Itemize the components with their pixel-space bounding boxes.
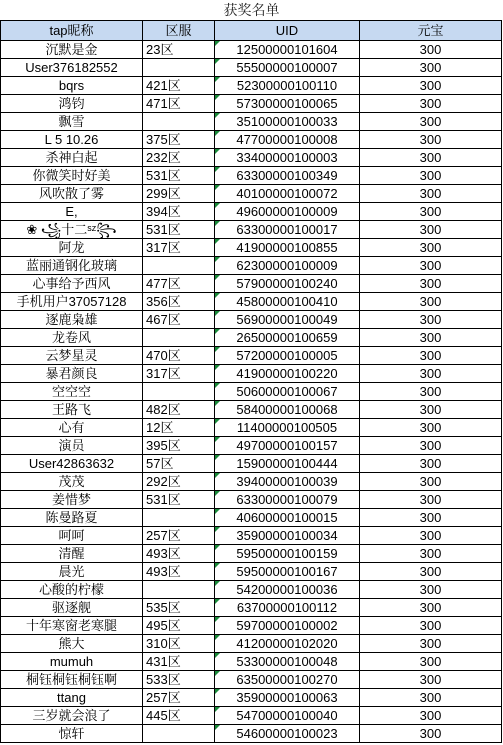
name-cell[interactable]: 逐鹿枭雄 — [1, 311, 143, 329]
uid-cell[interactable]: 53300000100048 — [215, 653, 360, 671]
table-row — [1, 545, 502, 563]
name-cell[interactable]: L 5 10.26 — [1, 131, 143, 149]
region-cell[interactable]: 495区 — [143, 617, 215, 635]
reward-cell[interactable]: 300 — [360, 329, 502, 347]
table-row — [1, 257, 502, 275]
table-row — [1, 221, 502, 239]
table-row — [1, 167, 502, 185]
uid-cell[interactable]: 63300000100017 — [215, 221, 360, 239]
region-cell[interactable]: 299区 — [143, 185, 215, 203]
uid-cell[interactable]: 41200000102020 — [215, 635, 360, 653]
table-row — [1, 671, 502, 689]
table-row — [1, 563, 502, 581]
uid-cell[interactable]: 26500000100659 — [215, 329, 360, 347]
name-cell[interactable]: User42863632 — [1, 455, 143, 473]
reward-cell[interactable]: 300 — [360, 293, 502, 311]
region-cell[interactable]: 257区 — [143, 689, 215, 707]
uid-cell[interactable]: 63300000100349 — [215, 167, 360, 185]
column-header-region[interactable]: 区服 — [143, 21, 215, 41]
uid-cell[interactable]: 57900000100240 — [215, 275, 360, 293]
uid-cell[interactable]: 40100000100072 — [215, 185, 360, 203]
reward-cell[interactable]: 300 — [360, 725, 502, 743]
region-cell[interactable]: 12区 — [143, 419, 215, 437]
table-row — [1, 509, 502, 527]
name-cell[interactable]: 空空空 — [1, 383, 143, 401]
uid-cell[interactable]: 11400000100505 — [215, 419, 360, 437]
region-cell[interactable]: 57区 — [143, 455, 215, 473]
region-cell[interactable] — [143, 59, 215, 77]
region-cell[interactable]: 394区 — [143, 203, 215, 221]
uid-cell[interactable]: 45800000100410 — [215, 293, 360, 311]
region-cell[interactable]: 310区 — [143, 635, 215, 653]
uid-cell[interactable]: 40600000100015 — [215, 509, 360, 527]
reward-cell[interactable]: 300 — [360, 347, 502, 365]
region-cell[interactable]: 356区 — [143, 293, 215, 311]
uid-cell[interactable]: 54200000100036 — [215, 581, 360, 599]
name-cell[interactable]: 陈曼路夏 — [1, 509, 143, 527]
reward-cell[interactable]: 300 — [360, 653, 502, 671]
name-cell[interactable]: 驱逐舰 — [1, 599, 143, 617]
table-row — [1, 293, 502, 311]
name-cell[interactable]: 心酸的柠檬 — [1, 581, 143, 599]
table-row — [1, 95, 502, 113]
reward-cell[interactable]: 300 — [360, 95, 502, 113]
region-cell[interactable]: 477区 — [143, 275, 215, 293]
uid-cell[interactable]: 59500000100159 — [215, 545, 360, 563]
reward-cell[interactable]: 300 — [360, 149, 502, 167]
table-row — [1, 653, 502, 671]
reward-cell[interactable]: 300 — [360, 185, 502, 203]
uid-cell[interactable]: 56900000100049 — [215, 311, 360, 329]
uid-cell[interactable]: 57300000100065 — [215, 95, 360, 113]
region-cell[interactable] — [143, 509, 215, 527]
name-cell[interactable]: 三岁就会浪了 — [1, 707, 143, 725]
table-row — [1, 131, 502, 149]
uid-cell[interactable]: 58400000100068 — [215, 401, 360, 419]
uid-cell[interactable]: 49600000100009 — [215, 203, 360, 221]
region-cell[interactable]: 232区 — [143, 149, 215, 167]
name-cell[interactable]: bqrs — [1, 77, 143, 95]
reward-cell[interactable]: 300 — [360, 365, 502, 383]
reward-cell[interactable]: 300 — [360, 221, 502, 239]
region-cell[interactable] — [143, 329, 215, 347]
reward-cell[interactable]: 300 — [360, 581, 502, 599]
name-cell[interactable]: 飘雪 — [1, 113, 143, 131]
region-cell[interactable]: 395区 — [143, 437, 215, 455]
uid-cell[interactable]: 55500000100007 — [215, 59, 360, 77]
reward-cell[interactable]: 300 — [360, 203, 502, 221]
region-cell[interactable]: 471区 — [143, 95, 215, 113]
region-cell[interactable]: 317区 — [143, 239, 215, 257]
region-cell[interactable]: 467区 — [143, 311, 215, 329]
region-cell[interactable]: 531区 — [143, 221, 215, 239]
reward-cell[interactable]: 300 — [360, 311, 502, 329]
reward-cell[interactable]: 300 — [360, 455, 502, 473]
region-cell[interactable] — [143, 113, 215, 131]
region-cell[interactable]: 482区 — [143, 401, 215, 419]
winner-table — [0, 20, 502, 743]
table-row — [1, 383, 502, 401]
name-cell[interactable]: User376182552 — [1, 59, 143, 77]
column-header-name[interactable]: tap昵称 — [1, 21, 143, 41]
name-cell[interactable]: 你微笑时好美 — [1, 167, 143, 185]
region-cell[interactable] — [143, 581, 215, 599]
reward-cell[interactable]: 300 — [360, 77, 502, 95]
region-cell[interactable]: 292区 — [143, 473, 215, 491]
region-cell[interactable] — [143, 257, 215, 275]
reward-cell[interactable]: 300 — [360, 131, 502, 149]
name-cell[interactable]: 惊轩 — [1, 725, 143, 743]
name-cell[interactable]: mumuh — [1, 653, 143, 671]
table-row — [1, 635, 502, 653]
name-cell[interactable]: 熊大 — [1, 635, 143, 653]
name-cell[interactable]: 龙卷风 — [1, 329, 143, 347]
uid-cell[interactable]: 33400000100003 — [215, 149, 360, 167]
table-row — [1, 689, 502, 707]
table-row — [1, 491, 502, 509]
table-row — [1, 419, 502, 437]
reward-cell[interactable]: 300 — [360, 527, 502, 545]
table-row — [1, 347, 502, 365]
reward-cell[interactable]: 300 — [360, 671, 502, 689]
name-cell[interactable]: 呵呵 — [1, 527, 143, 545]
uid-cell[interactable]: 63700000100112 — [215, 599, 360, 617]
table-row — [1, 365, 502, 383]
reward-cell[interactable]: 300 — [360, 473, 502, 491]
name-cell[interactable]: 鸿钧 — [1, 95, 143, 113]
name-cell[interactable]: 茂茂 — [1, 473, 143, 491]
reward-cell[interactable]: 300 — [360, 689, 502, 707]
name-cell[interactable]: 云梦星灵 — [1, 347, 143, 365]
uid-cell[interactable]: 12500000101604 — [215, 41, 360, 59]
table-row — [1, 437, 502, 455]
table-row — [1, 473, 502, 491]
name-cell[interactable]: 手机用户37057128 — [1, 293, 143, 311]
region-cell[interactable]: 531区 — [143, 167, 215, 185]
name-cell[interactable]: 王路飞 — [1, 401, 143, 419]
region-cell[interactable]: 493区 — [143, 563, 215, 581]
region-cell[interactable]: 535区 — [143, 599, 215, 617]
uid-cell[interactable]: 35900000100063 — [215, 689, 360, 707]
table-row — [1, 617, 502, 635]
table-row — [1, 239, 502, 257]
reward-cell[interactable]: 300 — [360, 275, 502, 293]
column-header-uid[interactable]: UID — [215, 21, 360, 41]
region-cell[interactable]: 375区 — [143, 131, 215, 149]
page-title: 获奖名单 — [223, 2, 280, 18]
reward-cell[interactable]: 300 — [360, 635, 502, 653]
reward-cell[interactable]: 300 — [360, 239, 502, 257]
uid-cell[interactable]: 39400000100039 — [215, 473, 360, 491]
region-cell[interactable]: 470区 — [143, 347, 215, 365]
table-row — [1, 329, 502, 347]
table-row — [1, 401, 502, 419]
region-cell[interactable]: 431区 — [143, 653, 215, 671]
table-row — [1, 203, 502, 221]
region-cell[interactable]: 445区 — [143, 707, 215, 725]
reward-cell[interactable]: 300 — [360, 437, 502, 455]
name-cell[interactable]: 杀神白起 — [1, 149, 143, 167]
region-cell[interactable] — [143, 725, 215, 743]
reward-cell[interactable]: 300 — [360, 257, 502, 275]
reward-cell[interactable]: 300 — [360, 491, 502, 509]
name-cell[interactable]: 蓝丽通钢化玻璃 — [1, 257, 143, 275]
table-row — [1, 311, 502, 329]
table-row — [1, 59, 502, 77]
table-row — [1, 149, 502, 167]
name-cell[interactable]: 阿龙 — [1, 239, 143, 257]
uid-cell[interactable]: 57200000100005 — [215, 347, 360, 365]
uid-cell[interactable]: 63300000100079 — [215, 491, 360, 509]
name-cell[interactable]: 十年寒窗老寒腿 — [1, 617, 143, 635]
region-cell[interactable]: 421区 — [143, 77, 215, 95]
reward-cell[interactable]: 300 — [360, 617, 502, 635]
name-cell[interactable]: 风吹散了雾 — [1, 185, 143, 203]
region-cell[interactable]: 533区 — [143, 671, 215, 689]
header-row — [1, 21, 502, 41]
name-cell[interactable]: 演员 — [1, 437, 143, 455]
uid-cell[interactable]: 62300000100009 — [215, 257, 360, 275]
uid-cell[interactable]: 63500000100270 — [215, 671, 360, 689]
reward-cell[interactable]: 300 — [360, 401, 502, 419]
table-row — [1, 527, 502, 545]
uid-cell[interactable]: 15900000100444 — [215, 455, 360, 473]
reward-cell[interactable]: 300 — [360, 59, 502, 77]
name-cell[interactable]: 心有 — [1, 419, 143, 437]
uid-cell[interactable]: 35900000100034 — [215, 527, 360, 545]
name-cell[interactable]: 姜惜梦 — [1, 491, 143, 509]
uid-cell[interactable]: 59700000100002 — [215, 617, 360, 635]
uid-cell[interactable]: 59500000100167 — [215, 563, 360, 581]
name-cell[interactable]: ttang — [1, 689, 143, 707]
reward-cell[interactable]: 300 — [360, 599, 502, 617]
reward-cell[interactable]: 300 — [360, 167, 502, 185]
table-row — [1, 599, 502, 617]
reward-cell[interactable]: 300 — [360, 509, 502, 527]
region-cell[interactable]: 317区 — [143, 365, 215, 383]
name-cell[interactable]: ❀ ꧁十二ˢᶻ꧂ — [1, 221, 143, 239]
table-row — [1, 725, 502, 743]
table-row — [1, 275, 502, 293]
uid-cell[interactable]: 54600000100023 — [215, 725, 360, 743]
name-cell[interactable]: 桐钰桐钰桐钰啊 — [1, 671, 143, 689]
reward-cell[interactable]: 300 — [360, 563, 502, 581]
uid-cell[interactable]: 35100000100033 — [215, 113, 360, 131]
table-row — [1, 41, 502, 59]
column-header-reward[interactable]: 元宝 — [360, 21, 502, 41]
name-cell[interactable]: 清醒 — [1, 545, 143, 563]
region-cell[interactable]: 257区 — [143, 527, 215, 545]
table-row — [1, 455, 502, 473]
uid-cell[interactable]: 41900000100855 — [215, 239, 360, 257]
region-cell[interactable] — [143, 383, 215, 401]
uid-cell[interactable]: 41900000100220 — [215, 365, 360, 383]
reward-cell[interactable]: 300 — [360, 383, 502, 401]
table-row — [1, 581, 502, 599]
table-row — [1, 113, 502, 131]
reward-cell[interactable]: 300 — [360, 707, 502, 725]
reward-cell[interactable]: 300 — [360, 419, 502, 437]
uid-cell[interactable]: 52300000100110 — [215, 77, 360, 95]
name-cell[interactable]: 心事给予西风 — [1, 275, 143, 293]
uid-cell[interactable]: 50600000100067 — [215, 383, 360, 401]
name-cell[interactable]: E, — [1, 203, 143, 221]
table-row — [1, 707, 502, 725]
name-cell[interactable]: 沉默是金 — [1, 41, 143, 59]
region-cell[interactable]: 23区 — [143, 41, 215, 59]
region-cell[interactable]: 493区 — [143, 545, 215, 563]
uid-cell[interactable]: 47700000100008 — [215, 131, 360, 149]
name-cell[interactable]: 晨光 — [1, 563, 143, 581]
uid-cell[interactable]: 54700000100040 — [215, 707, 360, 725]
name-cell[interactable]: 暴君颜良 — [1, 365, 143, 383]
region-cell[interactable]: 531区 — [143, 491, 215, 509]
reward-cell[interactable]: 300 — [360, 545, 502, 563]
table-row — [1, 185, 502, 203]
reward-cell[interactable]: 300 — [360, 41, 502, 59]
uid-cell[interactable]: 49700000100157 — [215, 437, 360, 455]
reward-cell[interactable]: 300 — [360, 113, 502, 131]
table-row — [1, 77, 502, 95]
